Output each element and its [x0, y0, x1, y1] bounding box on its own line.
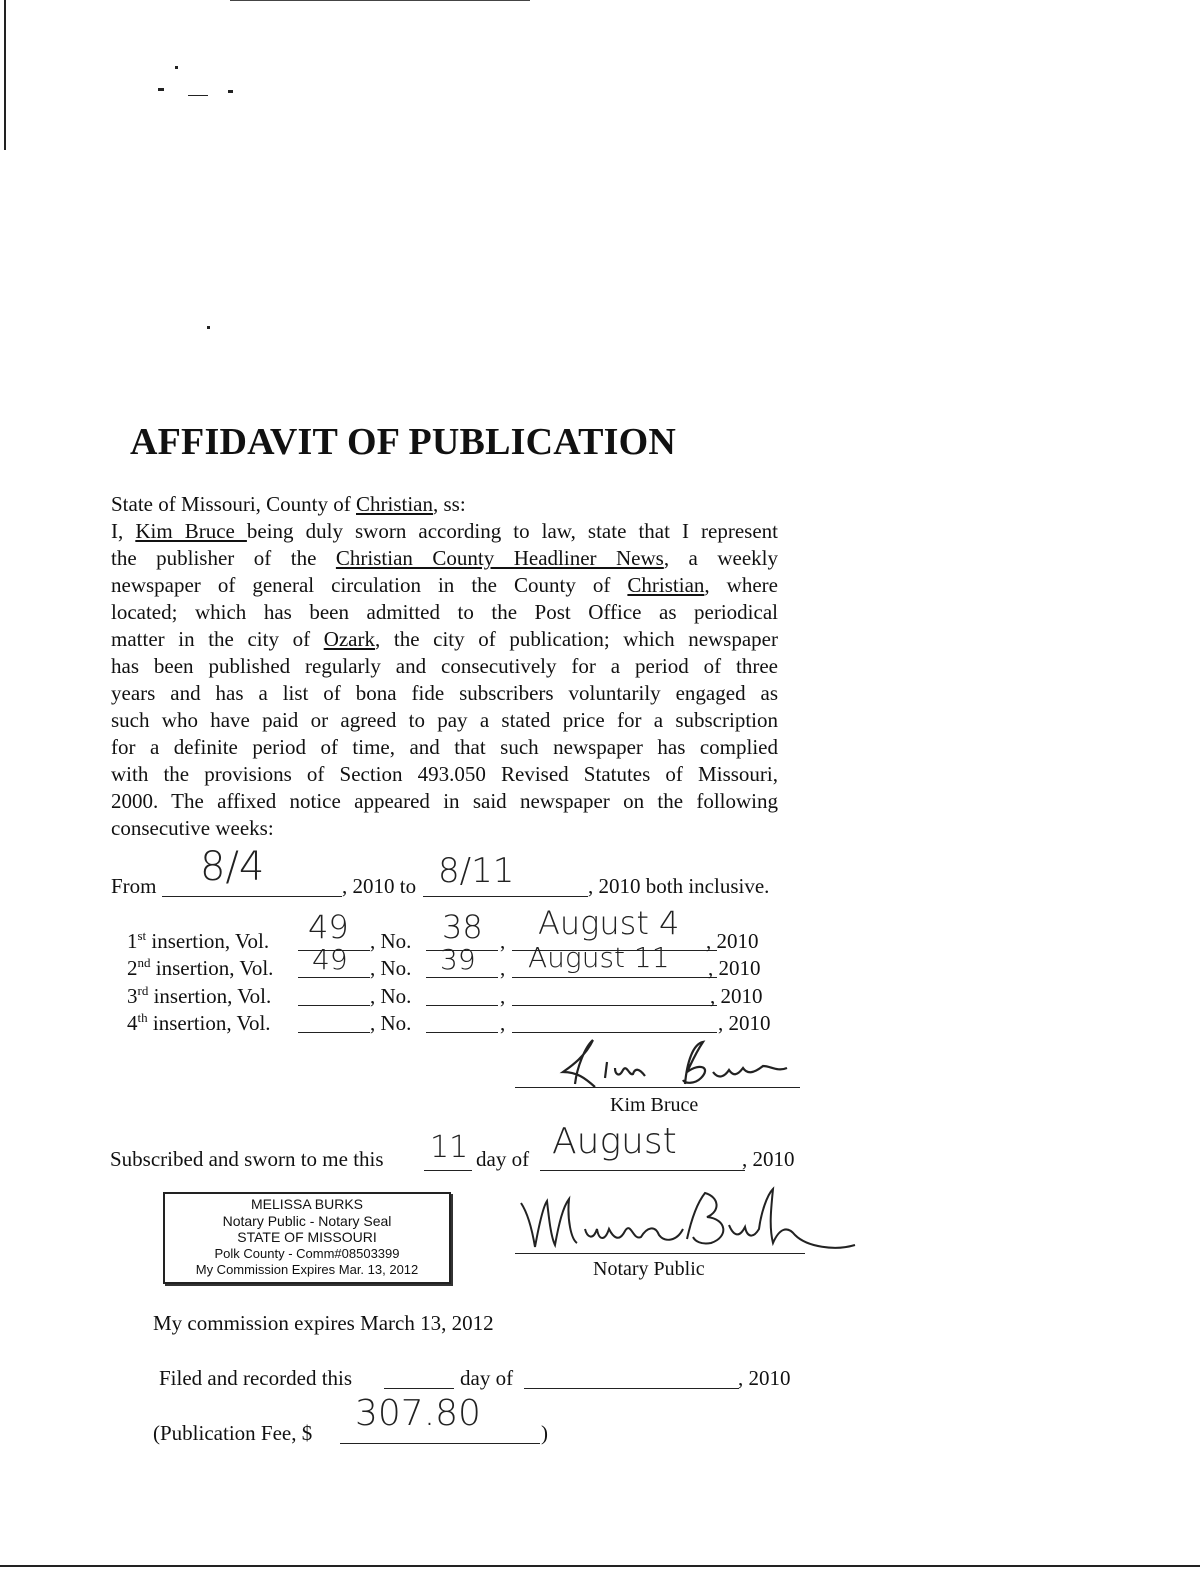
affiant-signature-drawing: [515, 1032, 805, 1092]
vol-value: 49: [308, 908, 349, 946]
stamp-county: Polk County - Comm#08503399: [214, 1245, 400, 1261]
no-field: [426, 1032, 498, 1033]
insertion-ordinal-suffix: th: [137, 1010, 148, 1025]
insertion-row: [127, 1010, 271, 1037]
stamp-expiry: My Commission Expires Mar. 13, 2012: [195, 1262, 419, 1277]
body-line-4: located; which has been admitted to the Post Office as periodical: [111, 600, 778, 624]
no-label: , No.: [370, 956, 412, 980]
vol-field: [298, 1032, 370, 1033]
scan-edge-top: [230, 0, 530, 1]
fee-prefix: (Publication Fee, $: [153, 1421, 313, 1445]
insertion-label: insertion, Vol.: [147, 1011, 271, 1035]
newspaper-name: Christian County Headliner News: [335, 546, 664, 570]
from-label: From: [111, 874, 157, 898]
sworn-day-field: [424, 1170, 472, 1171]
comma: ,: [500, 956, 506, 980]
filed-day-field: [384, 1388, 454, 1389]
page-title: AFFIDAVIT OF PUBLICATION: [130, 421, 677, 463]
body-line-10: with the provisions of Section 493.050 Revised Statutes of Missouri,: [111, 762, 778, 786]
no-label: , No.: [370, 929, 412, 953]
scan-speck: [175, 66, 178, 69]
to-date-value: 8/11: [438, 851, 515, 891]
affiant-printed-name: Kim Bruce: [610, 1094, 699, 1116]
line5-suffix: , the city of publication; which newspaper: [375, 627, 778, 651]
insertion-label: insertion, Vol.: [148, 984, 272, 1008]
fee-suffix: ): [541, 1421, 548, 1445]
line3-suffix: , where: [704, 573, 778, 597]
stamp-name: MELISSA BURKS: [250, 1196, 364, 1212]
sworn-prefix: Subscribed and sworn to me this: [110, 1147, 384, 1171]
from-date-field: [162, 896, 342, 897]
comma: ,: [500, 984, 506, 1008]
sworn-day-of: day of: [476, 1147, 530, 1171]
notary-signature-line: [515, 1253, 805, 1254]
insertion-ordinal: 2: [127, 956, 138, 980]
sworn-day-value: 11: [430, 1130, 469, 1165]
stamp-title: Notary Public - Notary Seal: [222, 1212, 392, 1229]
from-date-value: 8/4: [200, 844, 265, 890]
line1-suffix: being duly sworn according to law, state that I represent: [246, 519, 778, 543]
comma: ,: [500, 929, 506, 953]
sworn-month-value: August: [552, 1121, 677, 1162]
filed-year: , 2010: [738, 1366, 791, 1390]
year-label: , 2010: [708, 956, 761, 980]
insertion-row: [127, 955, 273, 982]
no-value: 38: [442, 908, 483, 946]
body-line-5: [111, 626, 778, 653]
venue-line: [111, 491, 466, 518]
sworn-month-field: [540, 1170, 745, 1171]
body-line-11: 2000. The affixed notice appeared in said newspaper on the following: [111, 789, 778, 813]
insertion-ordinal: 4: [127, 1011, 138, 1035]
commission-expiry: My commission expires March 13, 2012: [153, 1311, 494, 1335]
fee-amount-field: [340, 1443, 540, 1444]
venue-prefix: State of Missouri, County of: [111, 492, 356, 516]
body-line-12: consecutive weeks:: [111, 816, 274, 840]
date-value: August 11: [528, 941, 670, 974]
sworn-year: , 2010: [742, 1147, 795, 1171]
vol-field: [298, 1005, 370, 1006]
fee-amount-value: 307.80: [355, 1393, 481, 1434]
notary-signature-drawing: [515, 1185, 860, 1260]
insertion-ordinal-suffix: nd: [137, 955, 151, 970]
body-line-2: [111, 545, 778, 572]
affiant-name: Kim Bruce: [135, 519, 247, 543]
vol-value: 49: [312, 943, 348, 976]
year-label: , 2010: [706, 929, 759, 953]
scan-speck: [158, 88, 164, 91]
scan-speck: [228, 90, 233, 93]
venue-suffix: , ss:: [433, 492, 466, 516]
insertion-row: [127, 928, 269, 955]
filed-day-of: day of: [460, 1366, 514, 1390]
filed-prefix: Filed and recorded this: [159, 1366, 353, 1390]
affiant-signature-line: [515, 1087, 800, 1088]
vol-field: [298, 977, 370, 978]
to-label: , 2010 to: [342, 874, 417, 898]
notary-label: Notary Public: [593, 1258, 705, 1280]
line3-prefix: newspaper of general circulation in the County of: [111, 573, 628, 597]
no-field: [426, 1005, 498, 1006]
notary-seal-stamp: [163, 1192, 451, 1284]
line2-suffix: , a weekly: [663, 546, 778, 570]
body-line-9: for a definite period of time, and that such newspaper has complied: [111, 735, 778, 759]
no-label: , No.: [370, 984, 412, 1008]
line2-prefix: the publisher of the: [111, 546, 336, 570]
date-field: [512, 1005, 717, 1006]
insertion-row: [127, 983, 271, 1010]
year-label: , 2010: [710, 984, 763, 1008]
insertion-label: insertion, Vol.: [146, 929, 270, 953]
year-label: , 2010: [718, 1011, 771, 1035]
venue-county: Christian: [356, 492, 433, 516]
insertion-ordinal: 3: [127, 984, 138, 1008]
body-line-8: such who have paid or agreed to pay a stated price for a subscription: [111, 708, 778, 732]
no-value: 39: [440, 943, 476, 976]
date-field: [512, 977, 717, 978]
to-date-field: [423, 896, 588, 897]
no-field: [426, 977, 498, 978]
scan-speck: [207, 326, 210, 329]
line5-prefix: matter in the city of: [111, 627, 324, 651]
insertion-label: insertion, Vol.: [150, 956, 274, 980]
body-line-1: [111, 518, 778, 545]
scan-speck: [188, 95, 208, 96]
line1-prefix: I,: [111, 519, 136, 543]
county-name: Christian: [627, 573, 705, 597]
body-line-3: [111, 572, 778, 599]
date-value: August 4: [538, 904, 680, 942]
city-name: Ozark: [323, 627, 375, 651]
stamp-state: STATE OF MISSOURI: [237, 1229, 377, 1245]
period-suffix: , 2010 both inclusive.: [588, 874, 770, 898]
comma: ,: [500, 1011, 506, 1035]
no-label: , No.: [370, 1011, 412, 1035]
insertion-ordinal-suffix: rd: [137, 983, 149, 998]
scan-edge-bottom: [0, 1565, 1200, 1567]
body-line-6: has been published regularly and consecutively for a period of three: [111, 654, 778, 678]
filed-month-field: [524, 1388, 739, 1389]
insertion-ordinal: 1: [127, 929, 138, 953]
body-line-7: years and has a list of bona fide subscribers voluntarily engaged as: [111, 681, 778, 705]
insertion-ordinal-suffix: st: [137, 928, 147, 943]
scan-edge-left: [4, 0, 6, 150]
